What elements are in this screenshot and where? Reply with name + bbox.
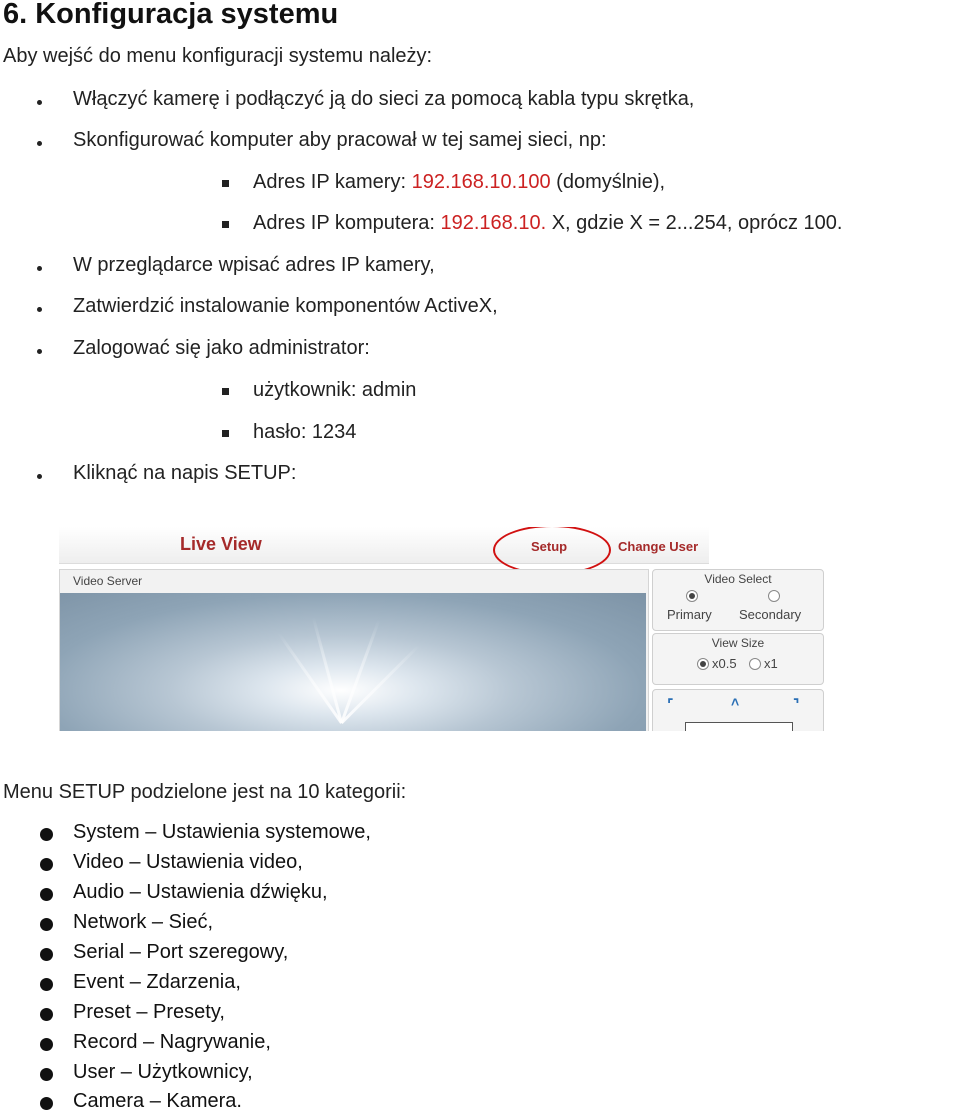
change-user-tab[interactable]: Change User bbox=[618, 539, 699, 554]
setup-tab[interactable]: Setup bbox=[531, 539, 568, 554]
list-item: Serial – Port szeregowy, bbox=[73, 941, 289, 963]
list-item: System – Ustawienia systemowe, bbox=[73, 821, 371, 843]
list-item: Audio – Ustawienia dźwięku, bbox=[73, 881, 328, 903]
intro-text: Aby wejść do menu konfiguracji systemu należy: bbox=[3, 45, 433, 67]
live-view-tab[interactable]: Live View bbox=[180, 534, 262, 554]
list-item: User – Użytkownicy, bbox=[73, 1061, 253, 1083]
bullet-square bbox=[222, 221, 229, 228]
list-item: Preset – Presety, bbox=[73, 1001, 225, 1023]
list-bullet bbox=[40, 1008, 53, 1021]
view-size-panel bbox=[652, 633, 824, 685]
step-camera-ip: Adres IP kamery: 192.168.10.100 (domyślnie), bbox=[253, 171, 666, 193]
bullet-dot bbox=[37, 100, 42, 105]
step-login: Zalogować się jako administrator: bbox=[73, 337, 370, 359]
primary-radio[interactable] bbox=[686, 590, 698, 602]
zoom-one-label: x1 bbox=[764, 656, 778, 671]
bullet-dot bbox=[37, 266, 42, 271]
step-connect-camera: Włączyć kamerę i podłączyć ją do sieci za pomocą kabla typu skrętka, bbox=[73, 88, 695, 110]
list-bullet bbox=[40, 978, 53, 991]
sun-ray bbox=[340, 619, 380, 723]
ptz-preview-box bbox=[685, 722, 793, 731]
list-item: Event – Zdarzenia, bbox=[73, 971, 241, 993]
zoom-one-radio[interactable] bbox=[749, 658, 761, 670]
bullet-square bbox=[222, 180, 229, 187]
list-bullet bbox=[40, 858, 53, 871]
list-item: Record – Nagrywanie, bbox=[73, 1031, 271, 1053]
bullet-dot bbox=[37, 474, 42, 479]
step-computer-ip: Adres IP komputera: 192.168.10. X, gdzie X = 2...254, oprócz 100. bbox=[253, 212, 843, 234]
page-title: 6. Konfiguracja systemu bbox=[3, 0, 339, 30]
bullet-dot bbox=[37, 307, 42, 312]
view-size-title: View Size bbox=[711, 636, 765, 650]
ptz-up-icon[interactable]: ˄ bbox=[731, 694, 740, 710]
video-select-panel bbox=[652, 569, 824, 631]
video-server-label: Video Server bbox=[73, 574, 143, 588]
ptz-up-right-icon[interactable]: ⌝ bbox=[793, 696, 800, 712]
list-bullet bbox=[40, 918, 53, 931]
list-bullet bbox=[40, 948, 53, 961]
sun-ray bbox=[312, 616, 343, 723]
list-item: Camera – Kamera. bbox=[73, 1090, 242, 1112]
screenshot-tab-bar bbox=[59, 527, 709, 564]
list-bullet bbox=[40, 828, 53, 841]
setup-highlight-circle bbox=[493, 527, 611, 575]
list-item: Network – Sieć, bbox=[73, 911, 214, 933]
step-username: użytkownik: admin bbox=[253, 379, 417, 401]
list-bullet bbox=[40, 1038, 53, 1051]
step-activex: Zatwierdzić instalowanie komponentów ActiveX, bbox=[73, 295, 498, 317]
zoom-half-label: x0.5 bbox=[712, 656, 737, 671]
bullet-square bbox=[222, 388, 229, 395]
step-browser: W przeglądarce wpisać adres IP kamery, bbox=[73, 254, 435, 276]
sun-ray bbox=[340, 644, 420, 724]
list-item: Video – Ustawienia video, bbox=[73, 851, 303, 873]
menu-intro-text: Menu SETUP podzielone jest na 10 kategorii: bbox=[3, 781, 407, 803]
ptz-up-left-icon[interactable]: ⌜ bbox=[667, 696, 674, 712]
list-bullet bbox=[40, 1068, 53, 1081]
secondary-label: Secondary bbox=[739, 607, 802, 622]
primary-label: Primary bbox=[667, 607, 712, 622]
video-server-panel bbox=[59, 569, 649, 731]
list-bullet bbox=[40, 888, 53, 901]
ptz-panel bbox=[652, 689, 824, 731]
sun-ray bbox=[277, 632, 343, 724]
bullet-dot bbox=[37, 141, 42, 146]
bullet-square bbox=[222, 430, 229, 437]
live-video-frame bbox=[60, 593, 646, 731]
list-bullet bbox=[40, 1097, 53, 1110]
bullet-dot bbox=[37, 349, 42, 354]
step-password: hasło: 1234 bbox=[253, 421, 357, 443]
step-configure-pc: Skonfigurować komputer aby pracował w tej samej sieci, np: bbox=[73, 129, 607, 151]
step-click-setup: Kliknąć na napis SETUP: bbox=[73, 462, 297, 484]
video-select-title: Video Select bbox=[704, 572, 772, 586]
secondary-radio[interactable] bbox=[768, 590, 780, 602]
zoom-half-radio[interactable] bbox=[697, 658, 709, 670]
camera-ui-screenshot bbox=[59, 527, 824, 731]
